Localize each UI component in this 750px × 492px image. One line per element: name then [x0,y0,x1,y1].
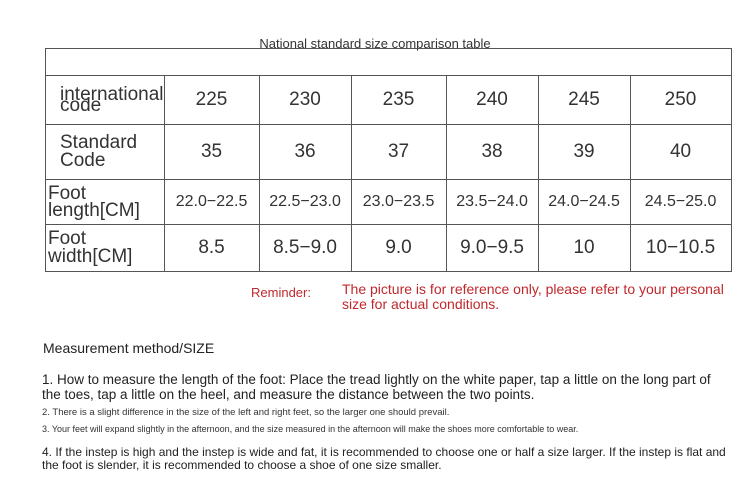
table-row-standard-code [46,125,732,180]
row-label-line: Foot [48,228,87,249]
table-cell: 37 [351,125,446,180]
table-cell: 240 [446,76,538,125]
table-cell: 36 [259,125,351,180]
method-paragraph-4: 4. If the instep is high and the instep is wide and fat, it is recommended to choose one or half a size larger. If the instep is flat and the foot is slender, it is recommended to choose a shoe of one size smaller. [42,445,726,472]
table-cell: 10−10.5 [630,225,731,272]
method-paragraph-1: 1. How to measure the length of the foot: Place the tread lightly on the white paper, tap a little on the long part of the toes, tap a little on the heel, and measure the distance between the two points. [42,372,711,402]
row-label-international-code: international code [46,76,165,125]
table-cell: 9.0 [351,225,446,272]
table-cell: 245 [538,76,630,125]
reminder-label: Reminder: [251,285,311,300]
method-paragraph-3: 3. Your feet will expand slightly in the afternoon, and the size measured in the afternoon will make the shoes more comfortable to wear. [42,424,579,434]
table-cell: 40 [630,125,731,180]
table-header-blank-row [46,49,732,76]
row-label-line: length[CM] [48,200,140,221]
table-cell: 10 [538,225,630,272]
table-cell: 8.5 [164,225,259,272]
table-cell: 9.0−9.5 [446,225,538,272]
table-title: National standard size comparison table [259,36,491,51]
size-table [45,48,732,272]
row-label-line: Foot [48,183,87,204]
table-cell: 24.5−25.0 [630,180,731,225]
reminder-text: The picture is for reference only, please refer to your personal size for actual conditions. [342,281,724,312]
row-label-line: width[CM] [48,246,133,267]
table-cell: 230 [259,76,351,125]
table-cell: 38 [446,125,538,180]
table-cell: 22.0−22.5 [164,180,259,225]
row-label-foot-width [46,225,165,272]
blank-cell [46,49,732,76]
row-label-foot-length [46,180,165,225]
table-cell: 35 [164,125,259,180]
table-cell: 8.5−9.0 [259,225,351,272]
table-row-international-code [46,76,732,125]
table-row-foot-width [46,225,732,272]
table-cell: 23.0−23.5 [351,180,446,225]
table-cell: 22.5−23.0 [259,180,351,225]
measurement-method-title: Measurement method/SIZE [43,340,215,356]
table-cell: 39 [538,125,630,180]
table-cell: 235 [351,76,446,125]
table-cell: 250 [630,76,731,125]
row-label-standard-code: Standard Code [46,125,165,180]
table-cell: 225 [164,76,259,125]
method-paragraph-2: 2. There is a slight difference in the size of the left and right feet, so the larger one should prevail. [42,407,450,418]
table-cell: 24.0−24.5 [538,180,630,225]
table-row-foot-length [46,180,732,225]
table-cell: 23.5−24.0 [446,180,538,225]
